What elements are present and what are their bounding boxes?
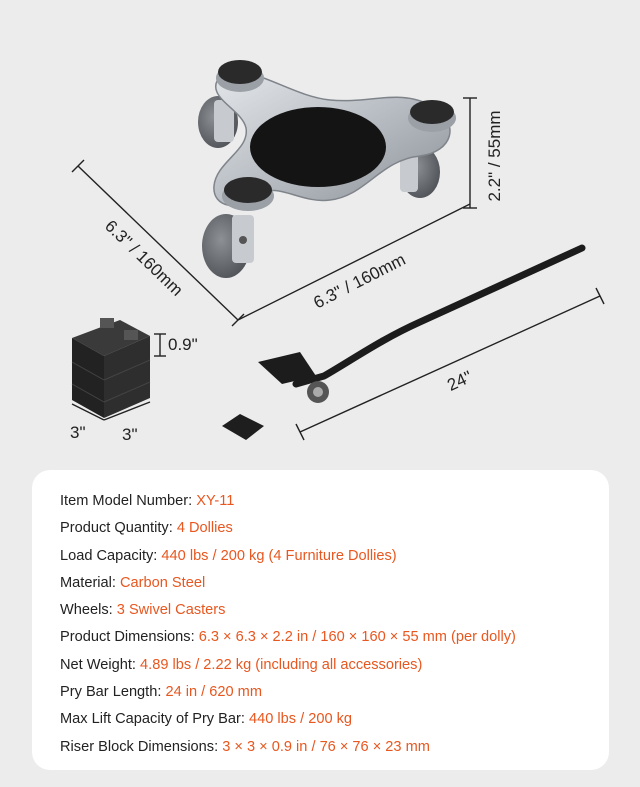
dolly-height-dimension (463, 98, 504, 208)
spec-label: Load Capacity: (60, 547, 162, 564)
spec-label: Material: (60, 574, 121, 591)
spec-value: 4.89 lbs / 2.22 kg (including all accessories) (140, 656, 423, 673)
spec-row-riser-block-dimensions (60, 734, 609, 761)
rubber-cap (216, 60, 264, 92)
riser-block-image (72, 318, 150, 418)
dolly-height-label: 2.2" / 55mm (485, 110, 504, 202)
spec-value: 6.3 × 6.3 × 2.2 in / 160 × 160 × 55 mm (per dolly) (198, 629, 516, 646)
spec-value: 440 lbs / 200 kg (248, 711, 353, 728)
dolly-width-label: 6.3" / 160mm (310, 249, 409, 313)
spec-row-wheels (60, 597, 609, 624)
block-height-dimension (154, 334, 198, 356)
spec-value: Carbon Steel (120, 574, 206, 591)
spec-row-product-dimensions (60, 624, 609, 651)
spec-label: Riser Block Dimensions: (60, 738, 223, 755)
spec-value: 440 lbs / 200 kg (4 Furniture Dollies) (161, 547, 397, 564)
bar-length-label: 24" (444, 367, 475, 395)
spec-row-max-lift-capacity (60, 706, 609, 733)
spec-label: Net Weight: (60, 656, 141, 673)
spec-label: Pry Bar Length: (60, 684, 166, 701)
spec-card (32, 470, 609, 770)
spec-value: 3 Swivel Casters (116, 602, 226, 619)
spec-label: Item Model Number: (60, 493, 197, 509)
dolly-depth-label: 6.3" / 160mm (101, 216, 187, 300)
spec-value: 24 in / 620 mm (165, 684, 262, 701)
spec-row-material (60, 570, 609, 597)
spec-row-net-weight (60, 652, 609, 679)
block-width-right-label: 3" (122, 425, 138, 444)
caster-wheel (202, 214, 254, 278)
spec-row-model-number (60, 488, 609, 515)
spec-value: 3 × 3 × 0.9 in / 76 × 76 × 23 mm (222, 738, 430, 755)
block-height-label: 0.9" (168, 335, 198, 354)
furniture-dolly-image (198, 60, 456, 278)
spec-row-load-capacity (60, 543, 609, 570)
spec-value: 4 Dollies (176, 520, 233, 537)
spec-label: Max Lift Capacity of Pry Bar: (60, 711, 249, 728)
spec-label: Product Dimensions: (60, 629, 199, 646)
spec-row-pry-bar-length (60, 679, 609, 706)
dolly-width-dimension (238, 204, 470, 320)
spec-label: Product Quantity: (60, 520, 177, 537)
spec-label: Wheels: (60, 602, 117, 619)
rubber-cap (222, 177, 274, 211)
dolly-pad (250, 107, 386, 187)
spec-row-quantity (60, 515, 609, 542)
rubber-cap (408, 100, 456, 132)
spec-value: XY-11 (196, 493, 235, 509)
spec-list (32, 470, 609, 761)
rubber-pad-image (222, 414, 264, 440)
block-width-left-label: 3" (70, 423, 86, 442)
